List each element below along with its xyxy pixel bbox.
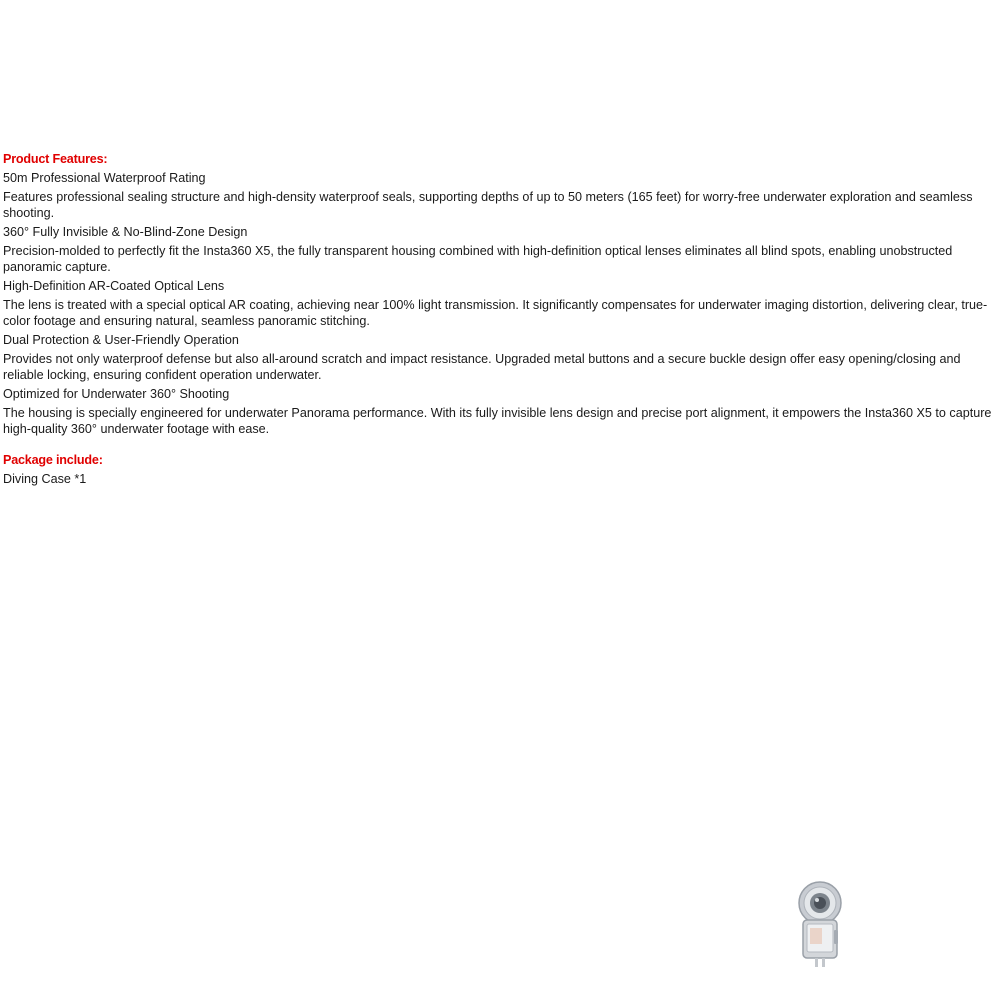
feature-description-optical-lens: The lens is treated with a special optical AR coating, achieving near 100% light transmission. It significantly compensates for underwater imaging distortion, delivering clear, true-color footage and ensuring natural, seamless panoramic stitching. [3,298,988,328]
feature-title-optical-lens: High-Definition AR-Coated Optical Lens [3,279,225,293]
feature-title-waterproof: 50m Professional Waterproof Rating [3,171,206,185]
package-item: Diving Case *1 [3,472,87,486]
feature-title-dual-protection: Dual Protection & User-Friendly Operation [3,333,239,347]
feature-description-dual-protection: Provides not only waterproof defense but also all-around scratch and impact resistance. Upgraded metal buttons and a secure buckle design offer easy opening/closing and reliable locking, ensuring confident operation underwater. [3,352,961,382]
feature-title-underwater-shooting: Optimized for Underwater 360° Shooting [3,387,230,401]
product-features-heading: Product Features: [3,152,108,166]
diving-case-product-icon [797,880,843,970]
feature-description-invisible-design: Precision-molded to perfectly fit the Insta360 X5, the fully transparent housing combined with high-definition optical lenses eliminates all blind spots, enabling unobstructed panoramic capture. [3,244,953,274]
package-include-heading: Package include: [3,453,103,467]
feature-description-underwater-shooting: The housing is specially engineered for underwater Panorama performance. With its fully invisible lens design and precise port alignment, it empowers the Insta360 X5 to capture high-quality 360° underwater footage with ease. [3,406,992,436]
feature-description-waterproof: Features professional sealing structure and high-density waterproof seals, supporting depths of up to 50 meters (165 feet) for worry-free underwater exploration and seamless shooting. [3,190,973,220]
feature-title-invisible-design: 360° Fully Invisible & No-Blind-Zone Design [3,225,248,239]
section-spacer [3,440,998,452]
product-description [3,151,998,487]
